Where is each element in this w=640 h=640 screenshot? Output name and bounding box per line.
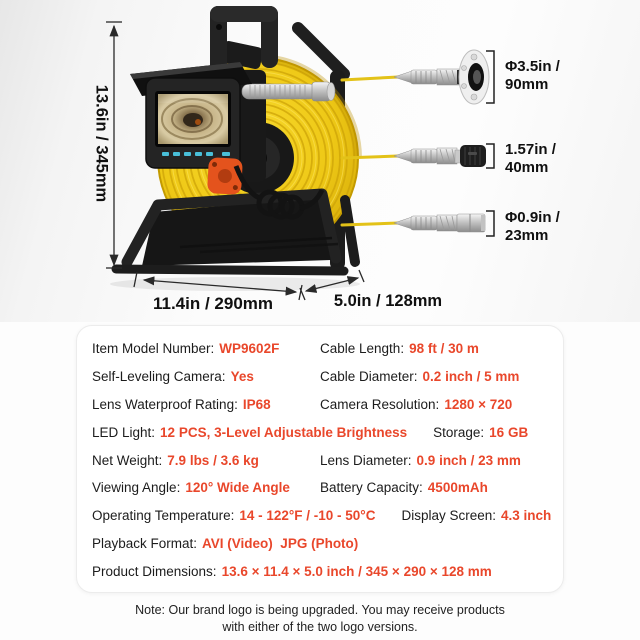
spec-row-temperature-display	[92, 508, 557, 523]
spec-cell	[320, 480, 488, 495]
spec-cell	[92, 425, 433, 440]
spec-value: 16 GB	[489, 424, 529, 440]
spec-row-model-cable-length	[92, 341, 557, 356]
spec-value: WP9602F	[219, 341, 280, 356]
spec-label: Playback Format:	[92, 536, 198, 552]
depth-dimension-label: 5.0in / 128mm	[333, 292, 443, 310]
spec-value: Yes	[230, 368, 254, 384]
spec-value: AVI (Video) JPG (Photo)	[202, 536, 359, 552]
probe-diameter-label-90mm	[505, 58, 585, 93]
spec-value: 1280 × 720	[444, 396, 513, 412]
spec-label: Display Screen:	[401, 508, 496, 524]
probe-length-label-40mm	[505, 141, 585, 176]
spec-cell	[92, 453, 320, 468]
spec-row-playback-format	[92, 536, 557, 551]
spec-cell	[320, 341, 479, 356]
camera-head-silver	[457, 214, 485, 232]
spec-value: 7.9 lbs / 3.6 kg	[167, 452, 259, 468]
spec-label: Product Dimensions:	[92, 564, 217, 579]
spec-row-selfleveling-cable-diameter	[92, 369, 557, 384]
spec-value: 0.9 inch / 23 mm	[416, 452, 521, 468]
spec-label: Camera Resolution:	[320, 396, 440, 412]
spec-label: Net Weight:	[92, 452, 163, 468]
spec-row-angle-battery	[92, 480, 557, 495]
spec-label: Operating Temperature:	[92, 508, 235, 524]
base-shadow	[110, 277, 360, 291]
probe-label-line: Φ0.9in /	[505, 209, 560, 226]
probe-diameter-label-23mm	[505, 209, 585, 244]
probe-label-line: Φ3.5in /	[505, 58, 560, 75]
footer-note-line: with either of the two logo versions.	[222, 619, 418, 634]
spec-row-waterproof-resolution	[92, 397, 557, 412]
spec-label: Lens Waterproof Rating:	[92, 396, 238, 412]
orange-clip	[207, 157, 243, 195]
spec-cell	[92, 341, 320, 356]
spec-row-weight-lens-diameter	[92, 453, 557, 468]
probe-label-line: 40mm	[505, 158, 549, 176]
probe-label-line: 90mm	[505, 75, 549, 93]
spec-label: Cable Diameter:	[320, 368, 418, 384]
spec-value: 12 PCS, 3-Level Adjustable Brightness	[160, 424, 408, 440]
spec-label: Cable Length:	[320, 341, 405, 356]
spec-value: 4.3 inch	[501, 508, 552, 524]
spec-cell	[92, 564, 492, 579]
spec-label: Viewing Angle:	[92, 480, 181, 496]
probe-closeup-90mm	[342, 50, 489, 104]
monitor-assembly	[130, 62, 252, 168]
spec-value: 120° Wide Angle	[185, 480, 290, 496]
spec-value: 13.6 × 11.4 × 5.0 inch / 345 × 290 × 128 mm	[221, 564, 492, 579]
footer-note	[0, 602, 640, 635]
probe-label-line: 1.57in /	[505, 141, 556, 158]
spec-cell	[92, 508, 401, 523]
spec-cell	[92, 369, 320, 384]
camera-probe-spring	[242, 82, 335, 101]
probe-label-line: 23mm	[505, 226, 549, 244]
probe-closeup-40mm	[342, 145, 486, 167]
camera-head-black	[460, 145, 486, 167]
height-dimension-label: 13.6in / 345mm	[92, 84, 111, 203]
spec-value: IP68	[242, 396, 271, 412]
spec-value: 0.2 inch / 5 mm	[422, 368, 520, 384]
spec-cell	[320, 453, 521, 468]
spec-row-product-dimensions	[92, 564, 557, 579]
spec-cell	[320, 369, 519, 384]
spec-label: LED Light:	[92, 424, 156, 440]
spec-cell	[401, 508, 551, 523]
spec-label: Item Model Number:	[92, 341, 215, 356]
spec-cell	[320, 397, 512, 412]
spec-table	[76, 325, 564, 593]
spec-label: Self-Leveling Camera:	[92, 368, 226, 384]
spec-row-led-storage	[92, 425, 557, 440]
spec-cell	[433, 425, 528, 440]
spec-value: 98 ft / 30 m	[409, 341, 479, 356]
spec-label: Lens Diameter:	[320, 452, 412, 468]
spec-cell	[92, 480, 320, 495]
width-dimension-label: 11.4in / 290mm	[152, 294, 274, 313]
handle-bolt	[216, 24, 222, 30]
probe-closeup-23mm	[342, 214, 485, 232]
spec-label: Storage:	[433, 424, 485, 440]
footer-note-line: Note: Our brand logo is being upgraded. You may receive products	[135, 603, 505, 617]
stand-base	[116, 194, 355, 271]
spec-label: Battery Capacity:	[320, 480, 423, 496]
spec-value: 14 - 122°F / -10 - 50°C	[239, 508, 376, 524]
spec-cell	[92, 536, 358, 551]
spec-value: 4500mAh	[427, 480, 488, 496]
spec-cell	[92, 397, 320, 412]
